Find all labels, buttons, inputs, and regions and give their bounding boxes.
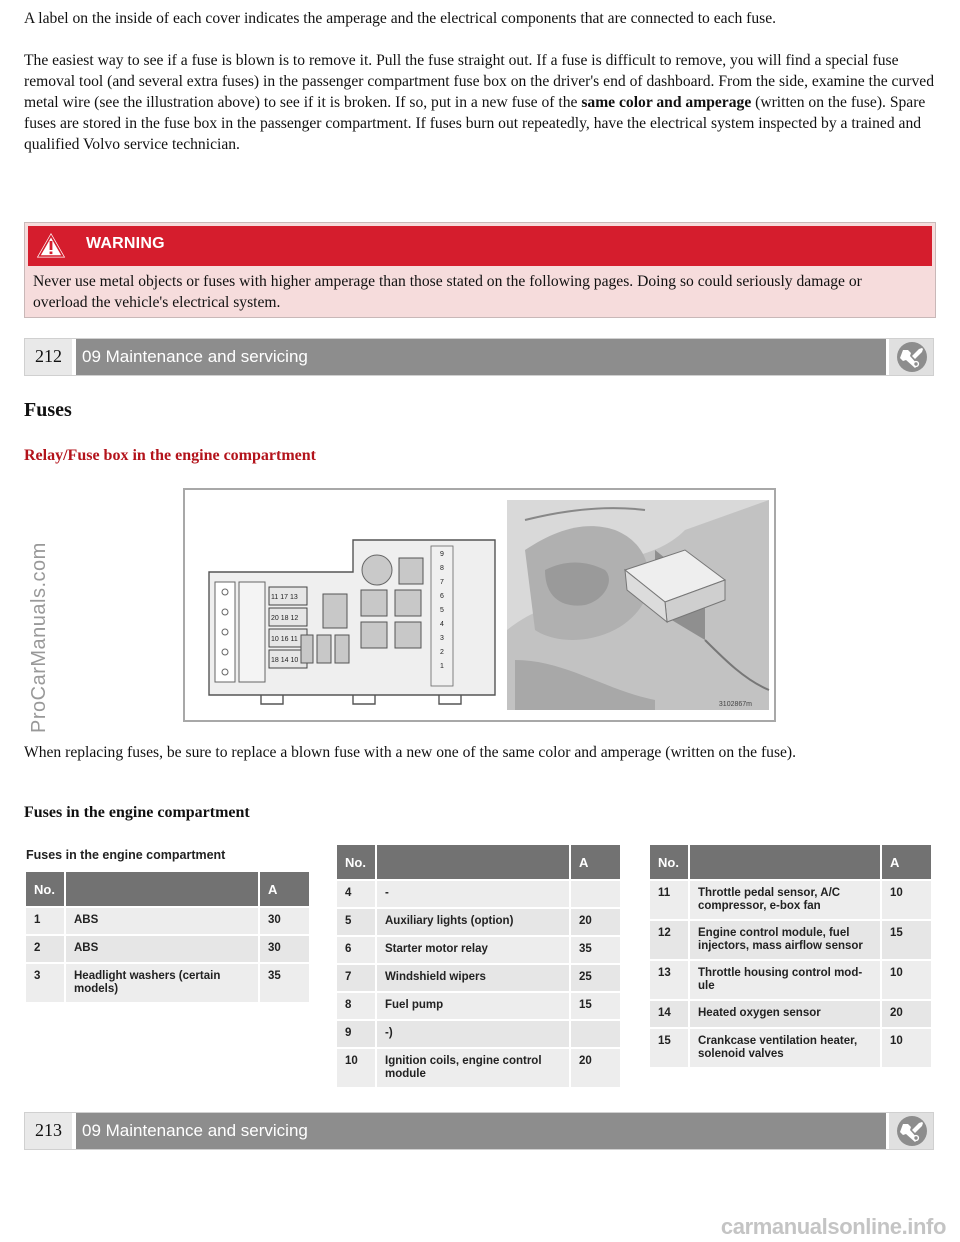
fuse-description: Throttle pedal sensor, A/C compressor, e-box fan [690,881,882,921]
table-row [650,961,931,1001]
fuse-amperage: 10 [882,1029,931,1069]
fuse-description: Windshield wipers [377,965,571,993]
fuse-number: 3 [26,964,66,1004]
fuse-number: 5 [337,909,377,937]
table-row [650,921,931,961]
fuse-description: Ignition coils, engine control module [377,1049,571,1089]
fuse-number: 8 [337,993,377,1021]
svg-text:5: 5 [440,607,444,614]
svg-text:20 18 12: 20 18 12 [271,615,299,622]
svg-text:4: 4 [440,621,444,628]
fuse-amperage: 35 [260,964,309,1004]
figure-code: 3102867m [718,701,752,708]
fuse-amperage: 30 [260,908,309,936]
column-header-amperage: A [260,872,309,908]
fuse-number: 14 [650,1001,690,1029]
svg-text:9: 9 [440,551,444,558]
fuse-amperage: 15 [882,921,931,961]
column-header-no: No. [650,845,690,881]
table-row [26,964,309,1004]
table-row [26,936,309,964]
fuse-number: 10 [337,1049,377,1089]
fuse-table-2 [337,845,620,1089]
fuse-description: - [377,881,571,909]
fuse-amperage: 10 [882,881,931,921]
table-row [337,993,620,1021]
fuse-check-paragraph: The easiest way to see if a fuse is blown is to remove it. Pull the fuse straight out. If a fuse is difficult to remove, you will find a special fuse removal tool (and several extra fuses) in the passenger compartment fuse box on the driver's end of dashboard. From the side, examine the curved metal wire (see the illustration above) to see if it is broken. If so, put in a new fuse of the same color and amperage (written on the fuse). Spare fuses are stored in the fuse box in the passenger compartment. If fuses burn out repeatedly, have the electrical system inspected by a trained and qualified Volvo service technician. [24,52,934,153]
replace-paragraph: When replacing fuses, be sure to replace a blown fuse with a new one of the same color and amperage (written on the fuse). [24,744,797,761]
fuse-amperage: 30 [260,936,309,964]
fuse-table-3 [650,845,931,1069]
fuse-number: 11 [650,881,690,921]
fuse-amperage [571,881,620,909]
svg-text:2: 2 [440,649,444,656]
svg-text:1: 1 [440,663,444,670]
warning-text: Never use metal objects or fuses with higher amperage than those stated on the following pages. Doing so could seriously damage or overload the vehicle's electrical system. [33,273,862,311]
table-row [26,908,309,936]
chapter-title: 09 Maintenance and servicing [76,339,886,375]
table-caption: Fuses in the engine compartment [26,848,226,862]
fuse-number: 13 [650,961,690,1001]
fuse-number: 6 [337,937,377,965]
intro-paragraph: A label on the inside of each cover indicates the amperage and the electrical components that are connected to each fuse. [24,10,777,27]
fuse-description: Throttle housing control mod- ule [690,961,882,1001]
column-header-amperage: A [571,845,620,881]
fuse-description: Starter motor relay [377,937,571,965]
warning-header [28,226,932,266]
fuse-table-1 [26,872,309,1004]
svg-text:8: 8 [440,565,444,572]
svg-text:11 17 13: 11 17 13 [271,594,298,601]
fuse-description: -) [377,1021,571,1049]
fuse-box-diagram [185,490,776,722]
table-row [337,1049,620,1089]
fuse-number: 1 [26,908,66,936]
fuse-number: 15 [650,1029,690,1069]
column-header-no: No. [26,872,66,908]
table-row [650,1001,931,1029]
column-header-amperage: A [882,845,931,881]
column-header-description [66,872,260,908]
warning-triangle-icon [34,230,68,260]
svg-text:6: 6 [440,593,444,600]
column-header-no: No. [337,845,377,881]
table-row [650,1029,931,1069]
page-header-213 [24,1112,934,1150]
table-row [337,881,620,909]
fuse-number: 12 [650,921,690,961]
svg-text:3: 3 [440,635,444,642]
fuse-amperage: 20 [571,1049,620,1089]
fuse-amperage: 20 [571,909,620,937]
fuse-description: ABS [66,936,260,964]
page-number: 213 [25,1113,74,1149]
fuse-amperage: 15 [571,993,620,1021]
column-header-description [690,845,882,881]
section-title: Fuses [24,399,72,421]
watermark-bottom: carmanualsonline.info [720,1214,946,1239]
fuse-description: Crankcase ventilation heater, solenoid valves [690,1029,882,1069]
column-header-description [377,845,571,881]
svg-text:10 16 11: 10 16 11 [271,636,298,643]
chapter-title: 09 Maintenance and servicing [76,1113,886,1149]
fuse-number: 9 [337,1021,377,1049]
fuse-number: 2 [26,936,66,964]
svg-text:7: 7 [440,579,444,586]
svg-text:18 14 10: 18 14 10 [271,657,299,664]
watermark-side: ProCarManuals.com [28,542,50,733]
subsection-title: Relay/Fuse box in the engine compartment [24,447,316,464]
warning-title: WARNING [86,235,165,252]
table-row [650,881,931,921]
fuse-description: Engine control module, fuel injectors, mass airflow sensor [690,921,882,961]
wrench-icon [887,1113,933,1149]
wrench-icon [887,339,933,375]
fuse-amperage: 10 [882,961,931,1001]
fuse-description: Auxiliary lights (option) [377,909,571,937]
page-header-212 [24,338,934,376]
fuse-amperage: 20 [882,1001,931,1029]
table-row [337,909,620,937]
fuse-description: Fuel pump [377,993,571,1021]
table-row [337,1021,620,1049]
page-number: 212 [25,339,74,375]
table-row [337,965,620,993]
warning-box [24,222,936,318]
fuse-number: 4 [337,881,377,909]
fuse-amperage: 35 [571,937,620,965]
table-row [337,937,620,965]
fuse-box-illustration [183,488,776,722]
fuse-amperage: 25 [571,965,620,993]
fuse-description: Heated oxygen sensor [690,1001,882,1029]
emphasis-text: same color and amperage [581,94,752,111]
fuses-heading: Fuses in the engine compartment [24,804,250,821]
fuse-description: ABS [66,908,260,936]
fuse-amperage [571,1021,620,1049]
fuse-number: 7 [337,965,377,993]
fuse-description: Headlight washers (certain models) [66,964,260,1004]
